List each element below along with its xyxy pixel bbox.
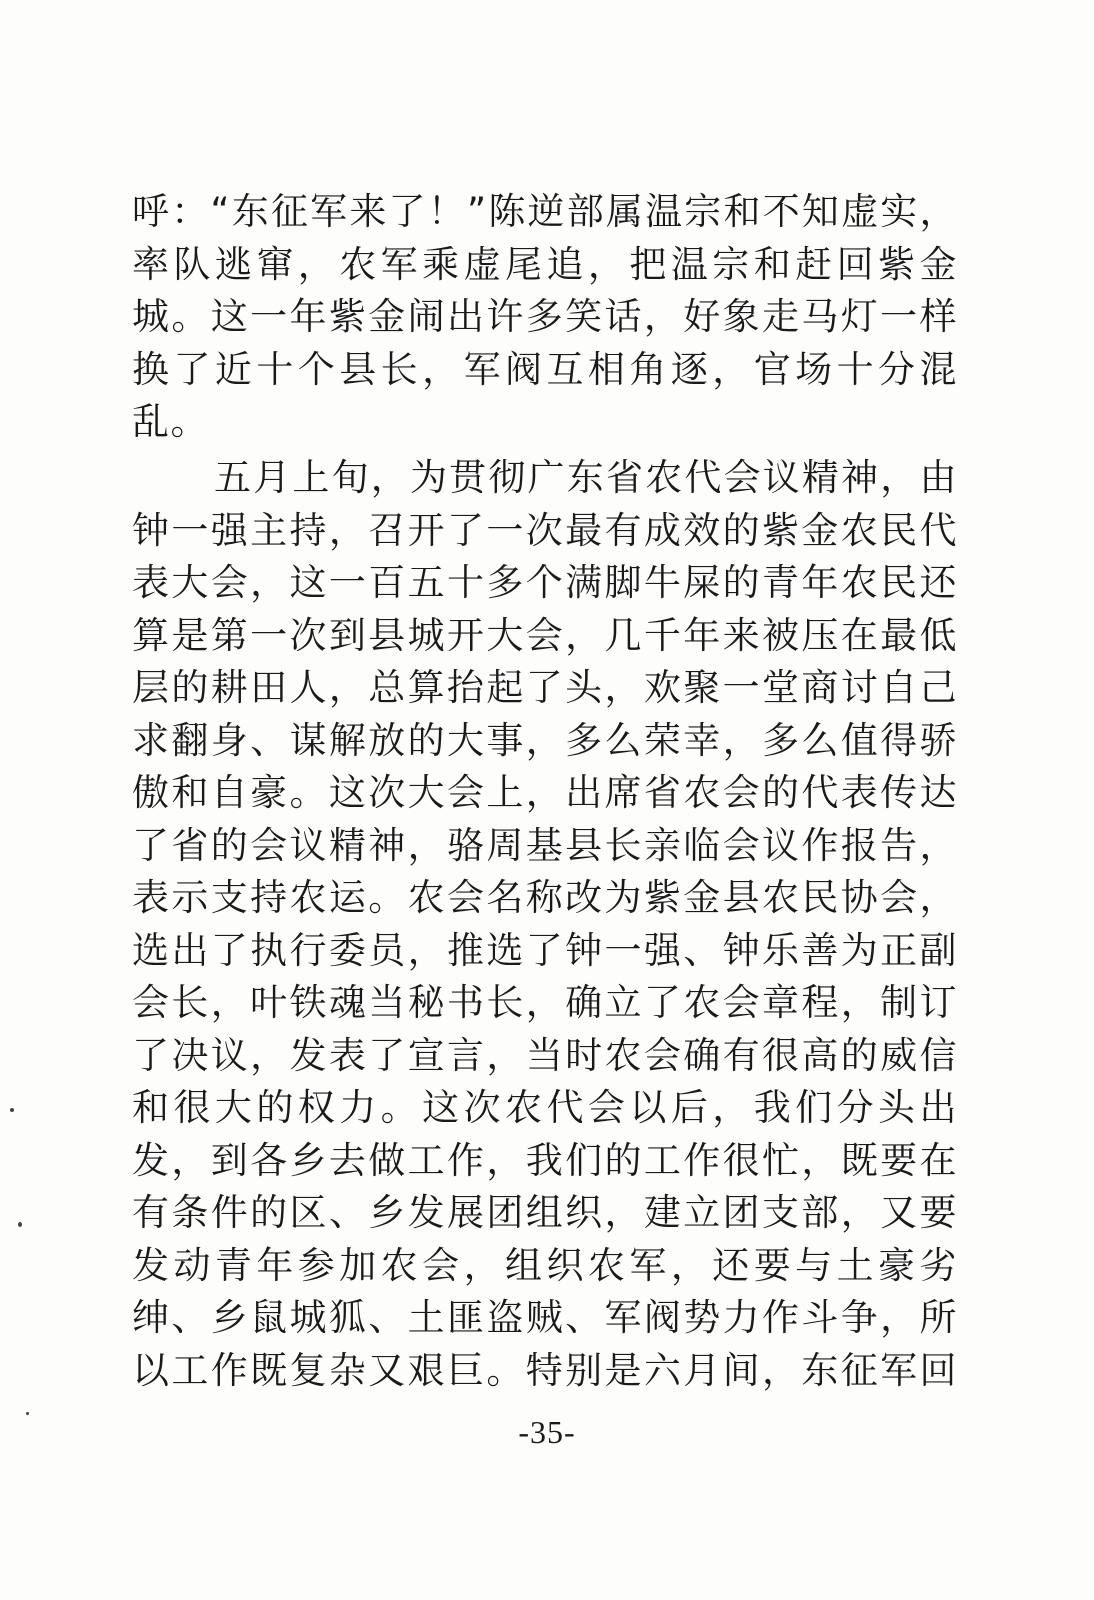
text-line: 表示支持农运。农会名称改为紫金县农民协会， bbox=[132, 876, 958, 919]
text-line: 了决议，发表了宣言，当时农会确有很高的威信 bbox=[132, 1033, 958, 1077]
text-line: 以工作既复杂又艰巨。特别是六月间，东征军回 bbox=[132, 1348, 958, 1392]
text-line: 城。这一年紫金闹出许多笑话，好象走马灯一样 bbox=[132, 295, 958, 338]
text-line: 换了近十个县长，军阀互相角逐，官场十分混 bbox=[132, 347, 958, 391]
paragraph-2 bbox=[132, 452, 958, 1397]
text-line: 乱。 bbox=[132, 400, 209, 443]
text-line: 层的耕田人，总算抬起了头，欢聚一堂商讨自己 bbox=[132, 666, 958, 709]
text-line: 钟一强主持，召开了一次最有成效的紫金农民代 bbox=[132, 508, 958, 552]
scan-speck bbox=[10, 1108, 14, 1112]
scan-speck bbox=[18, 1222, 22, 1227]
text-line: 呼：“东征军来了！”陈逆部属温宗和不知虚实， bbox=[132, 190, 958, 233]
text-line: 了省的会议精神，骆周基县长亲临会议作报告， bbox=[132, 823, 958, 867]
text-line: 和很大的权力。这次农代会以后，我们分头出 bbox=[132, 1086, 958, 1129]
text-line: 发，到各乡去做工作，我们的工作很忙，既要在 bbox=[132, 1138, 958, 1182]
text-line: 率队逃窜，农军乘虚尾追，把温宗和赶回紫金 bbox=[132, 242, 958, 286]
text-line: 傲和自豪。这次大会上，出席省农会的代表传达 bbox=[132, 771, 958, 814]
scan-speck bbox=[26, 1412, 29, 1415]
text-line: 有条件的区、乡发展团组织，建立团支部，又要 bbox=[132, 1191, 958, 1234]
text-line: 表大会，这一百五十多个满脚牛屎的青年农民还 bbox=[132, 561, 958, 604]
text-line: 求翻身、谋解放的大事，多么荣幸，多么值得骄 bbox=[132, 718, 958, 762]
text-line: 发动青年参加农会，组织农军，还要与土豪劣 bbox=[132, 1243, 958, 1287]
text-line: 选出了执行委员，推选了钟一强、钟乐善为正副 bbox=[132, 928, 958, 972]
text-line: 绅、乡鼠城狐、土匪盗贼、军阀势力作斗争，所 bbox=[132, 1296, 958, 1339]
paragraph-1 bbox=[132, 186, 958, 449]
text-line: 会长，叶铁魂当秘书长，确立了农会章程，制订 bbox=[132, 981, 958, 1024]
text-line: 算是第一次到县城开大会，几千年来被压在最低 bbox=[132, 613, 958, 657]
page-number: -35- bbox=[518, 1414, 576, 1450]
text-line: 五月上旬，为贯彻广东省农代会议精神，由 bbox=[214, 456, 958, 499]
